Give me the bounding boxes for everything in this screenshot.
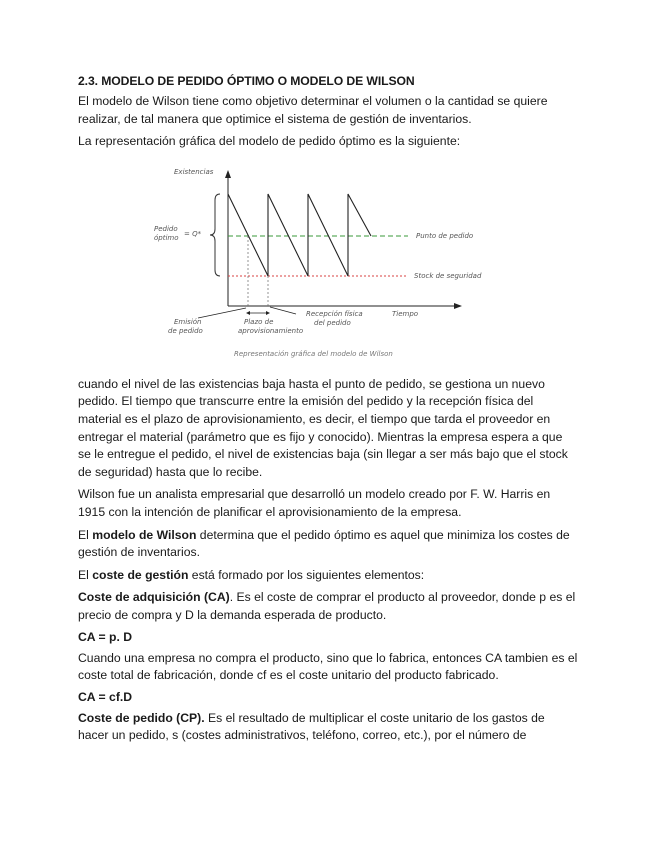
intro-paragraph-1: El modelo de Wilson tiene como objetivo determinar el volumen o la cantidad se quiere realizar, de tal manera que optimice el sistema de gestión de inventarios. [78,94,548,126]
paragraph-coste-pedido: Coste de pedido (CP). Es el resultado de multiplicar el coste unitario de los gastos de hacer un pedido, s (costes administrativos, teléfono, correo, etc.), por el número de [78,710,545,743]
plazo-label-1: Plazo de [244,317,274,326]
paragraph-modelo-wilson: El modelo de Wilson determina que el pedido óptimo es aquel que minimiza los costes de gestión de inventarios. [78,527,570,560]
wilson-model-figure [78,156,578,370]
formula-ca-fabricado: CA = cf.D [78,689,133,704]
emision-pointer [198,308,246,318]
pedido-optimo-label-2: óptimo [154,233,179,242]
document-page [78,74,578,750]
recepcion-label-1: Recepción física [306,309,363,318]
paragraph-fabricacion: Cuando una empresa no compra el producto, sino que lo fabrica, entonces CA tambien es el coste total de fabricación, donde cf es el coste unitario del producto fabricado. [78,650,578,683]
x-axis-label: Tiempo [392,309,419,318]
figure-caption: Representación gráfica del modelo de Wilson [234,349,393,358]
recepcion-pointer [270,307,296,314]
paragraph-wilson-history: Wilson fue un analista empresarial que desarrolló un modelo creado por F. W. Harris en 1915 con la intención de planificar el aprovisionamiento de la empresa. [78,487,551,519]
stock-seguridad-label: Stock de seguridad [414,271,482,280]
intro-paragraph-2: La representación gráfica del modelo de pedido óptimo es la siguiente: [78,134,461,149]
pedido-optimo-brace [210,194,220,276]
inventory-sawtooth [228,194,371,276]
recepcion-label-2: del pedido [314,318,351,327]
pedido-optimo-eq: = Q* [184,229,202,238]
pedido-optimo-label-1: Pedido [154,224,178,233]
y-axis-arrow [225,170,231,178]
plazo-label-2: aprovisionamiento [238,326,304,335]
paragraph-punto-pedido: cuando el nivel de las existencias baja hasta el punto de pedido, se gestiona un nuevo pedido. El tiempo que transcurre entre la emisión del pedido y la recepción física del material es el plazo de aprovisionamiento, es decir, el tiempo que tarda el proveedor en entregar el material (parámetro que es fijo y conocido). Mientras la empresa espera a que se le entregue el pedido, el nivel de existencias baja (sin llegar a ser más bajo que el stock de seguridad) hasta que lo recibe. [78,376,568,479]
y-axis-label: Existencias [174,167,214,176]
punto-pedido-label: Punto de pedido [416,231,474,240]
paragraph-coste-gestion: El coste de gestión está formado por los siguientes elementos: [78,567,425,582]
emision-label-1: Emisión [174,317,202,326]
emision-label-2: de pedido [168,326,203,335]
section-heading: 2.3. MODELO DE PEDIDO ÓPTIMO O MODELO DE WILSON [78,74,415,88]
formula-ca: CA = p. D [78,629,133,644]
x-axis-arrow [454,303,462,309]
wilson-diagram [78,156,578,370]
paragraph-coste-adquisicion: Coste de adquisición (CA). Es el coste de comprar el producto al proveedor, donde p es el precio de compra y D la demanda esperada de producto. [78,590,576,622]
